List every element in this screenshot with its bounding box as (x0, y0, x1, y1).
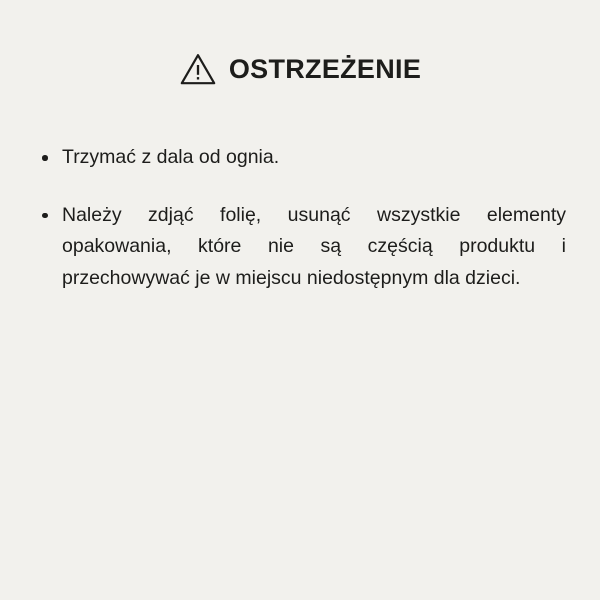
list-item: Należy zdjąć folię, usunąć wszystkie elementy opakowania, które nie są częścią produktu i przechowywać je w miejscu niedostępnym dla dzieci. (32, 200, 568, 295)
warning-triangle-icon (179, 52, 217, 86)
page-title: OSTRZEŻENIE (228, 53, 422, 84)
list-item: Trzymać z dala od ognia. (32, 142, 568, 174)
warning-heading (32, 52, 568, 86)
warning-list (32, 142, 568, 294)
